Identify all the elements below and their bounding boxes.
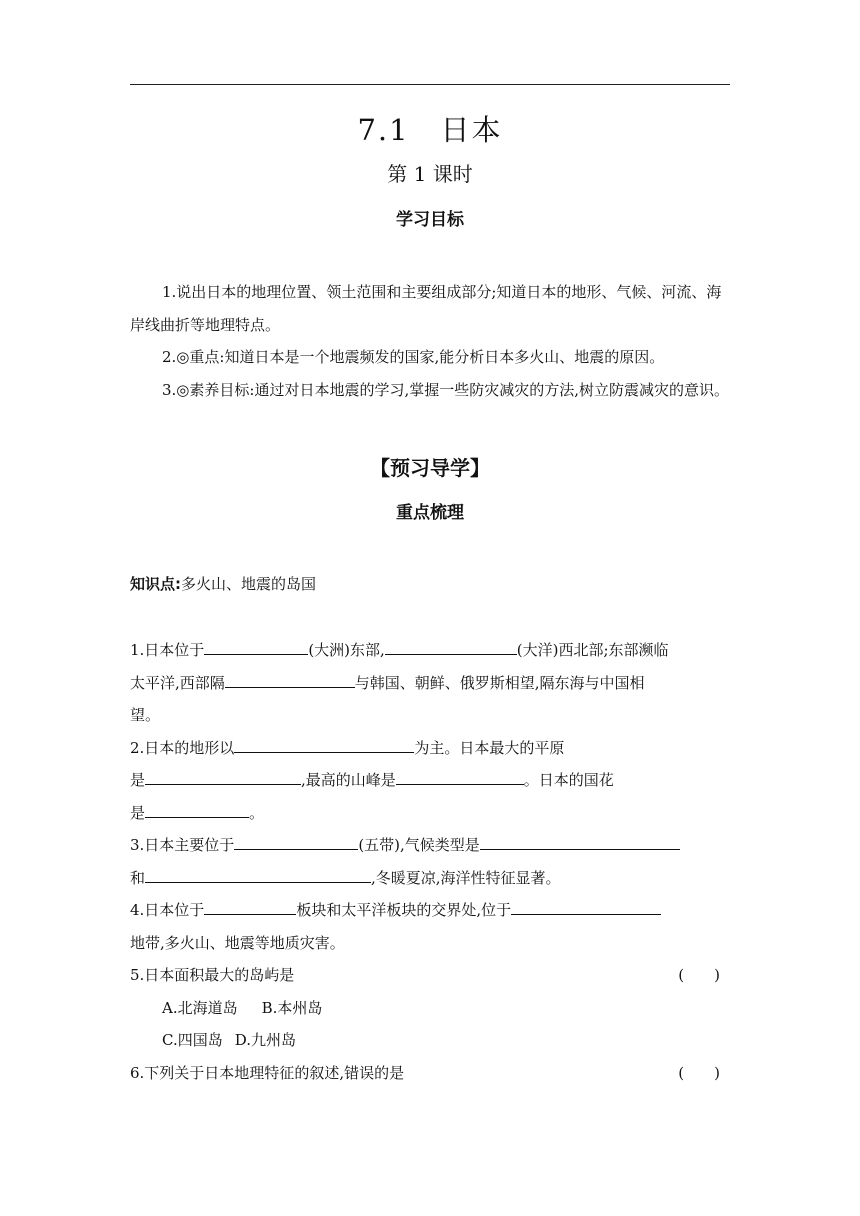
question-text: 地带,多火山、地震等地质灾害。	[130, 933, 345, 952]
question-1-line-2	[130, 667, 734, 700]
option-b[interactable]: B.本州岛	[261, 998, 323, 1017]
fill-blank[interactable]	[385, 639, 517, 655]
option-a[interactable]: A.北海道岛	[162, 998, 238, 1017]
question-text: 是	[130, 771, 146, 789]
goals-heading: 学习目标	[396, 210, 464, 230]
question-text: 6.下列关于日本地理特征的叙述,错误的是	[130, 1063, 405, 1082]
question-text: 5.日本面积最大的岛屿是	[130, 966, 295, 984]
fill-blank[interactable]	[396, 769, 524, 785]
summary-heading: 重点梳理	[396, 503, 464, 523]
fill-blank[interactable]	[225, 672, 355, 688]
lesson-subtitle: 第 1 课时	[387, 162, 473, 186]
question-text: ,最高的山峰是	[301, 771, 396, 789]
fill-blank[interactable]	[234, 737, 414, 753]
question-5-options-2	[130, 1024, 734, 1057]
question-4-line-1	[130, 894, 734, 927]
answer-paren[interactable]: ( )	[678, 966, 720, 984]
answer-paren[interactable]: ( )	[678, 1063, 720, 1082]
question-text: (五带),气候类型是	[358, 836, 480, 854]
question-text: 为主。日本最大的平原	[414, 738, 565, 757]
question-text: 1.日本位于	[130, 641, 205, 659]
question-text: 与韩国、朝鲜、俄罗斯相望,隔东海与中国相	[354, 673, 645, 692]
fill-blank[interactable]	[145, 867, 371, 883]
question-text: 太平洋,西部隔	[130, 673, 225, 692]
question-2-line-2	[130, 764, 734, 797]
fill-blank[interactable]	[511, 899, 661, 915]
question-text: (大洲)东部,	[308, 641, 385, 659]
question-4-line-2	[130, 927, 734, 960]
question-3-line-2	[130, 862, 734, 895]
question-text: (大洋)西北部;东部濒临	[516, 641, 669, 659]
question-text: 4.日本位于	[130, 901, 205, 919]
preview-heading: 【预习导学】	[370, 456, 490, 480]
goals-list	[130, 276, 734, 406]
question-1-line-1	[130, 634, 734, 667]
question-6-stem	[130, 1057, 734, 1090]
fill-blank[interactable]	[480, 834, 680, 850]
question-5-options-1	[130, 992, 734, 1025]
question-text: 3.日本主要位于	[130, 836, 235, 854]
question-text: 2.日本的地形以	[130, 738, 235, 757]
questions	[130, 634, 734, 1089]
fill-blank[interactable]	[145, 769, 301, 785]
option-c[interactable]: C.四国岛	[162, 1031, 223, 1049]
goal-item: 3.◎素养目标:通过对日本地震的学习,掌握一些防灾减灾的方法,树立防震减灾的意识。	[162, 380, 729, 399]
question-text: 。	[249, 803, 265, 822]
question-text: 是	[130, 803, 146, 822]
question-3-line-1	[130, 829, 734, 862]
question-text: 板块和太平洋板块的交界处,位于	[296, 901, 512, 919]
goal-item: 1.说出日本的地理位置、领土范围和主要组成部分;知道日本的地形、气候、河流、海岸线曲折等地理特点。	[130, 283, 722, 334]
question-text: 望。	[130, 706, 161, 724]
knowledge-point	[130, 570, 316, 598]
question-1-line-3	[130, 699, 734, 732]
question-text: 。日本的国花	[523, 771, 614, 789]
question-text: 和	[130, 868, 146, 887]
page-title: 7.1 日本	[357, 113, 503, 147]
question-2-line-3	[130, 797, 734, 830]
question-text: ,冬暖夏凉,海洋性特征显著。	[371, 868, 561, 887]
top-rule	[130, 84, 730, 85]
fill-blank[interactable]	[234, 834, 358, 850]
goal-item: 2.◎重点:知道日本是一个地震频发的国家,能分析日本多火山、地震的原因。	[162, 348, 665, 366]
fill-blank[interactable]	[145, 802, 249, 818]
question-5-stem	[130, 959, 734, 992]
fill-blank[interactable]	[204, 639, 308, 655]
fill-blank[interactable]	[204, 899, 296, 915]
knowledge-point-text: 多火山、地震的岛国	[181, 575, 317, 593]
option-d[interactable]: D.九州岛	[234, 1031, 296, 1049]
knowledge-point-label: 知识点:	[130, 575, 181, 593]
question-2-line-1	[130, 732, 734, 765]
